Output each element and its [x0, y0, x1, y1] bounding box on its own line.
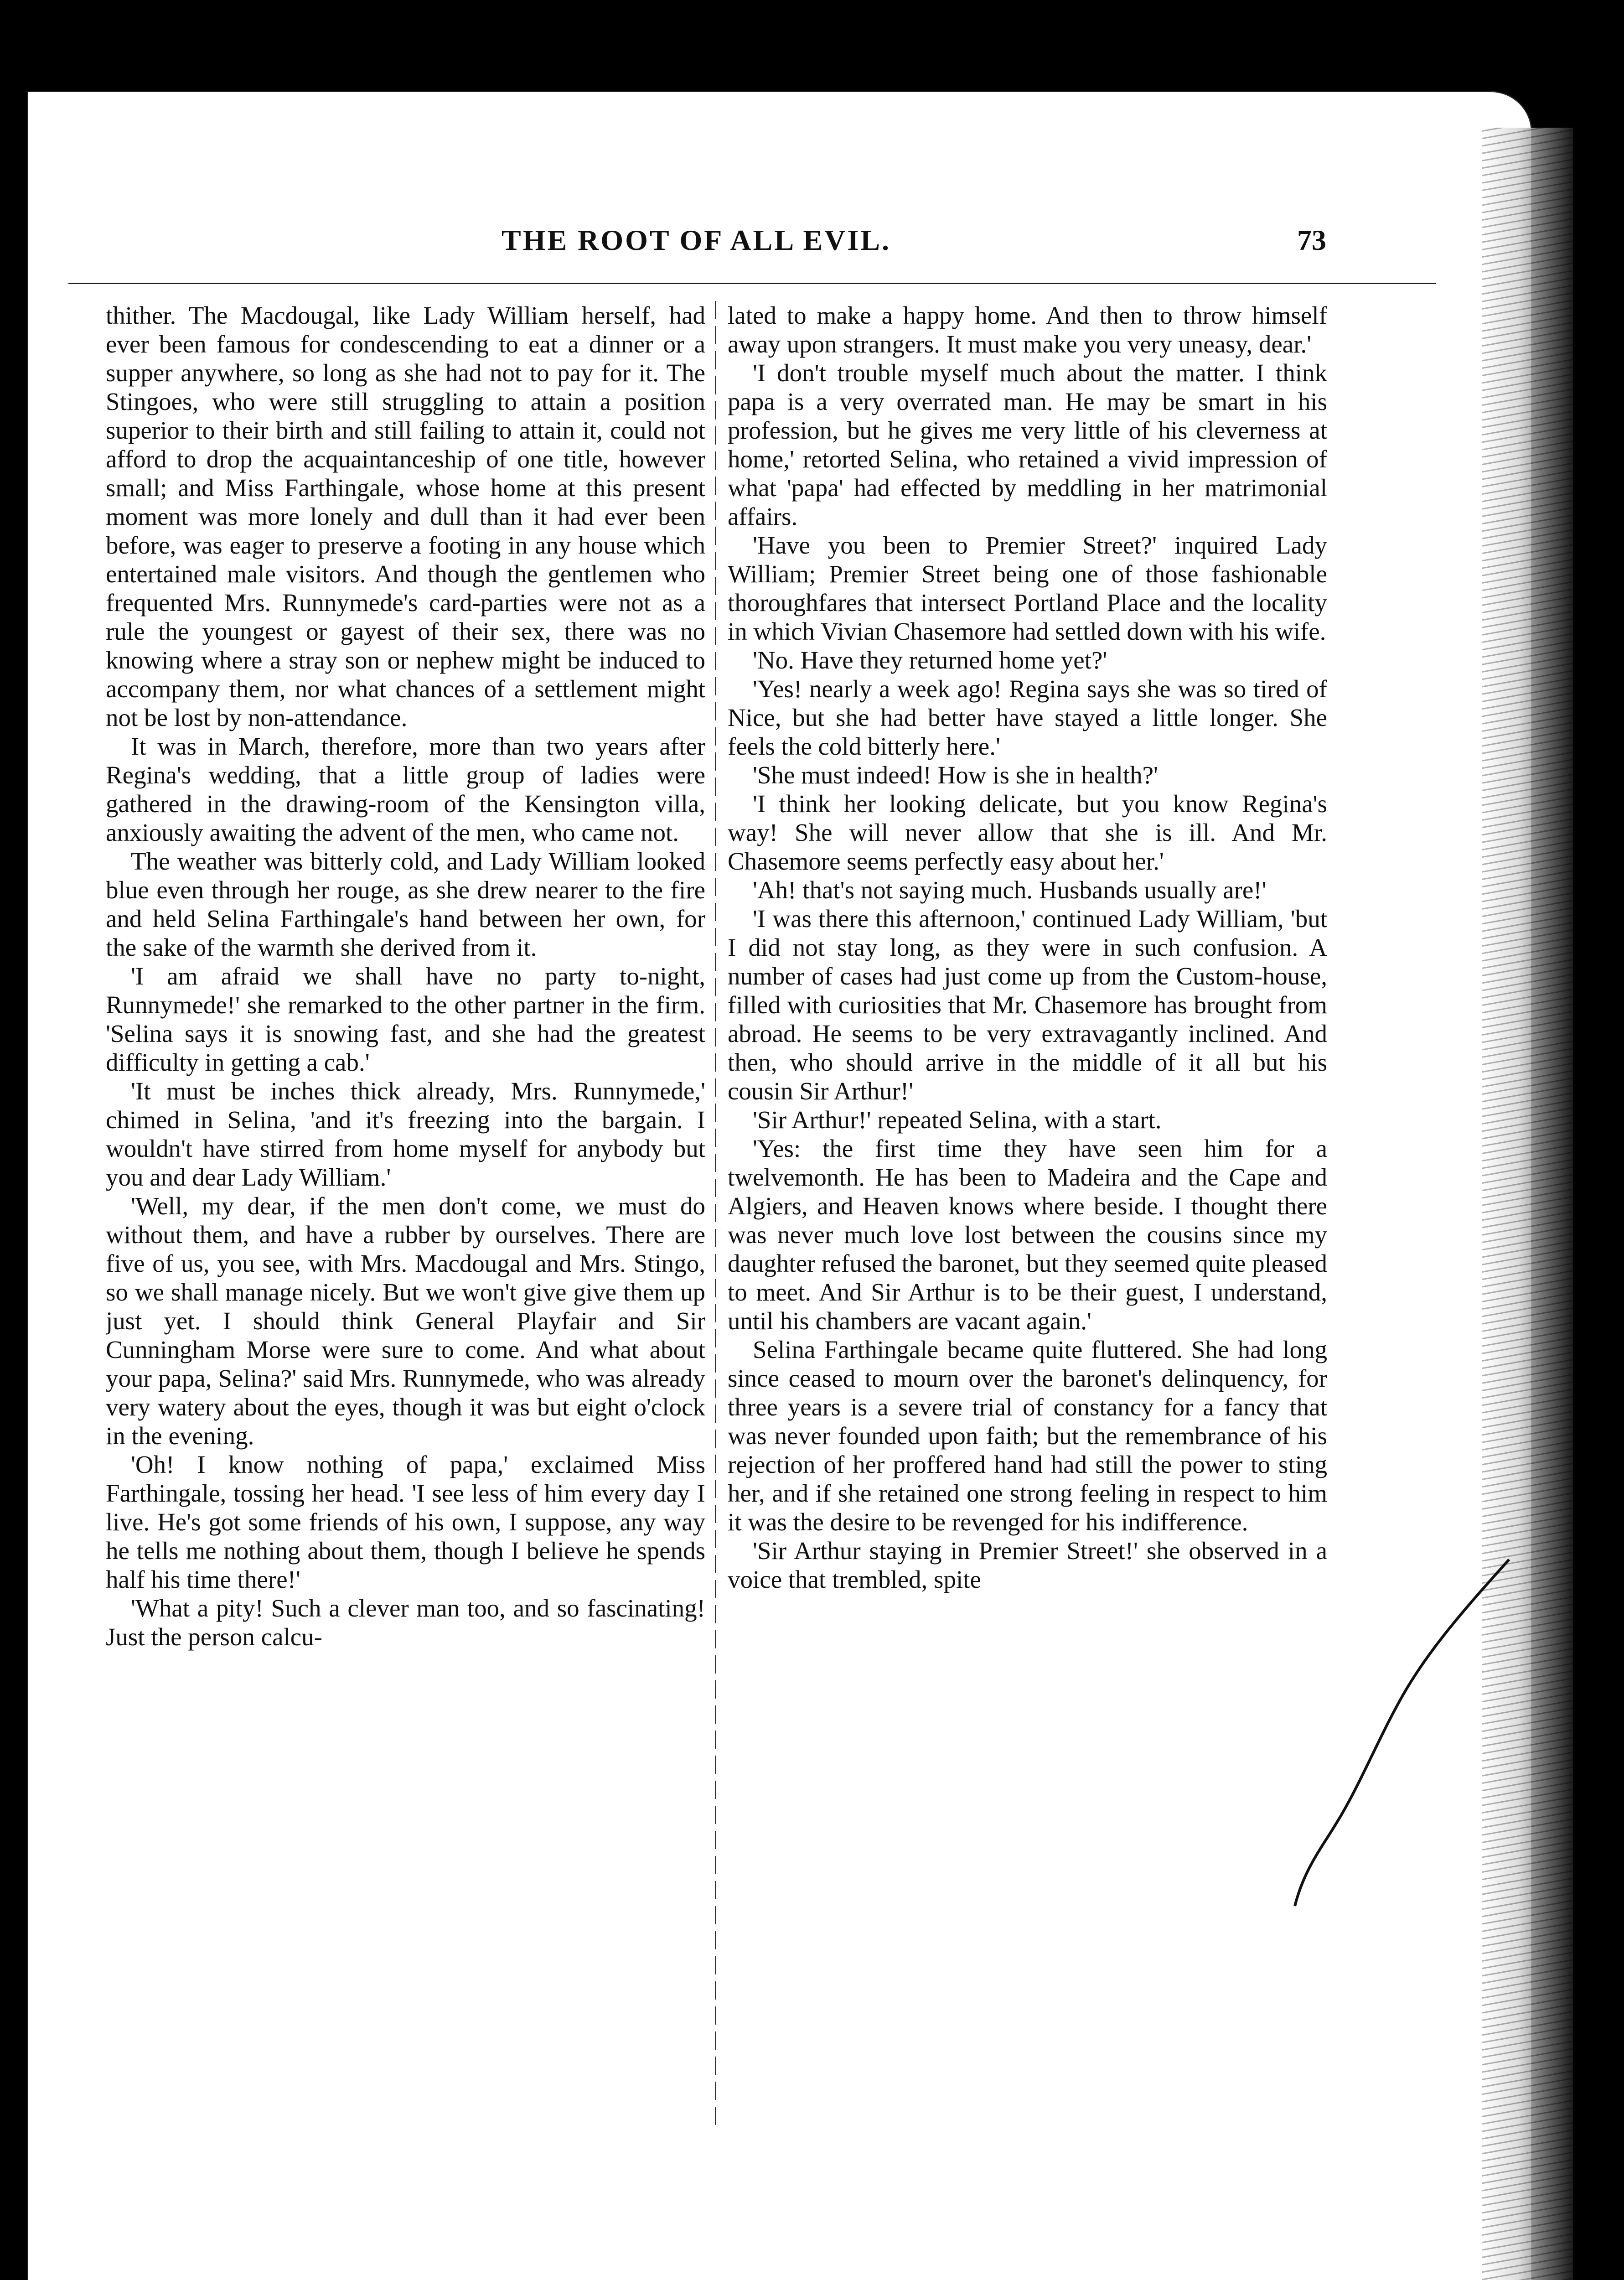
paragraph: 'Yes: the first time they have seen him for a twelvemonth. He has been to Madeira and the Cape and Algiers, and Heaven knows where beside. I thought there was never much love lost between the cousins since my daughter refused the baronet, but they seemed quite pleased to meet. And Sir Arthur is to be their guest, I understand, until his chambers are vacant again.'	[728, 1135, 1327, 1335]
paragraph: 'Sir Arthur!' repeated Selina, with a start.	[753, 1106, 1162, 1134]
paragraph: 'Yes! nearly a week ago! Regina says she was so tired of Nice, but she had better have stayed a little longer. She feels the cold bitterly here.'	[728, 675, 1327, 760]
column-divider	[715, 301, 716, 2125]
paragraph: 'No. Have they returned home yet?'	[753, 646, 1107, 674]
paragraph: lated to make a happy home. And then to throw himself away upon strangers. It must make you very uneasy, dear.'	[728, 301, 1327, 358]
paragraph: 'Have you been to Premier Street?' inquired Lady William; Premier Street being one of those fashionable thoroughfares that intersect Portland Place and the locality in which Vivian Chasemore had settled down with his wife.	[728, 531, 1327, 645]
paragraph: thither. The Macdougal, like Lady William herself, had ever been famous for condescending to eat a dinner or a supper anywhere, so long as she had not to pay for it. The Stingoes, who were still struggling to attain a position superior to their birth and still failing to attain it, could not afford to drop the acquaintanceship of one title, however small; and Miss Farthingale, whose home at this present moment was more lonely and dull than it had ever been before, was eager to preserve a footing in any house which entertained male visitors. And though the gentlemen who frequented Mrs. Runnymede's card-parties were not as a rule the youngest or gayest of their sex, there was no knowing where a stray son or nephew might be induced to accompany them, nor what chances of a settlement might not be lost by non-attendance.	[106, 301, 705, 731]
paragraph: Selina Farthingale became quite fluttered. She had long since ceased to mourn over the baronet's delinquency, for three years is a severe trial of constancy for a fancy that was never founded upon faith; but the remembrance of his rejection of her proffered hand had still the power to sting her, and if she retained one strong feeling in respect to him it was the desire to be revenged for his indifference.	[728, 1336, 1327, 1536]
paragraph: 'I think her looking delicate, but you know Regina's way! She will never allow that she is ill. And Mr. Chasemore seems perfectly easy about her.'	[728, 790, 1327, 875]
paragraph: 'Ah! that's not saying much. Husbands usually are!'	[753, 876, 1267, 904]
paragraph: 'It must be inches thick already, Mrs. Runnymede,' chimed in Selina, 'and it's freezing into the bargain. I wouldn't have stirred from home myself for anybody but you and dear Lady William.'	[106, 1077, 705, 1191]
paragraph: 'I don't trouble myself much about the matter. I think papa is a very overrated man. He may be smart in his profession, but he gives me very little of his cleverness at home,' retorted Selina, who retained a vivid impression of what 'papa' had effected by meddling in her matrimonial affairs.	[728, 359, 1327, 530]
right-column	[728, 301, 1327, 2125]
paragraph: It was in March, therefore, more than two years after Regina's wedding, that a little group of ladies were gathered in the drawing-room of the Kensington villa, anxiously awaiting the advent of the men, who came not.	[106, 732, 705, 846]
paragraph: 'What a pity! Such a clever man too, and so fascinating! Just the person calcu-	[106, 1594, 705, 1651]
pen-mark	[1254, 1550, 1527, 1915]
paragraph: 'She must indeed! How is she in health?'	[753, 761, 1158, 789]
paragraph: 'I am afraid we shall have no party to-night, Runnymede!' she remarked to the other partner in the firm. 'Selina says it is snowing fast, and she had the greatest difficulty in getting a cab.'	[106, 962, 705, 1076]
left-column	[106, 301, 705, 2125]
page-edge-shadow	[1482, 128, 1573, 2280]
page-header	[502, 223, 1413, 278]
paragraph: 'Sir Arthur staying in Premier Street!' she observed in a voice that trembled, spite	[728, 1537, 1327, 1593]
paragraph: The weather was bitterly cold, and Lady William looked blue even through her rouge, as she drew nearer to the fire and held Selina Farthingale's hand between her own, for the sake of the warmth she derived from it.	[106, 847, 705, 961]
paragraph: 'Well, my dear, if the men don't come, we must do without them, and have a rubber by ourselves. There are five of us, you see, with Mrs. Macdougal and Mrs. Stingo, so we shall manage nicely. But we won't give give them up just yet. I should think General Playfair and Sir Cunningham Morse were sure to come. And what about your papa, Selina?' said Mrs. Runnymede, who was already very watery about the eyes, though it was but eight o'clock in the evening.	[106, 1192, 705, 1450]
header-rule	[68, 283, 1436, 284]
paragraph: 'Oh! I know nothing of papa,' exclaimed Miss Farthingale, tossing her head. 'I see less of him every day I live. He's got some friends of his own, I suppose, any way he tells me nothing about them, though I believe he spends half his time there!'	[106, 1451, 705, 1593]
page-number: 73	[1297, 224, 1326, 256]
running-title: THE ROOT OF ALL EVIL.	[502, 224, 891, 256]
paragraph: 'I was there this afternoon,' continued Lady William, 'but I did not stay long, as they were in such confusion. A number of cases had just come up from the Custom-house, filled with curiosities that Mr. Chasemore has brought from abroad. He seems to be very extravagantly inclined. And then, who should arrive in the middle of it all but his cousin Sir Arthur!'	[728, 905, 1327, 1105]
